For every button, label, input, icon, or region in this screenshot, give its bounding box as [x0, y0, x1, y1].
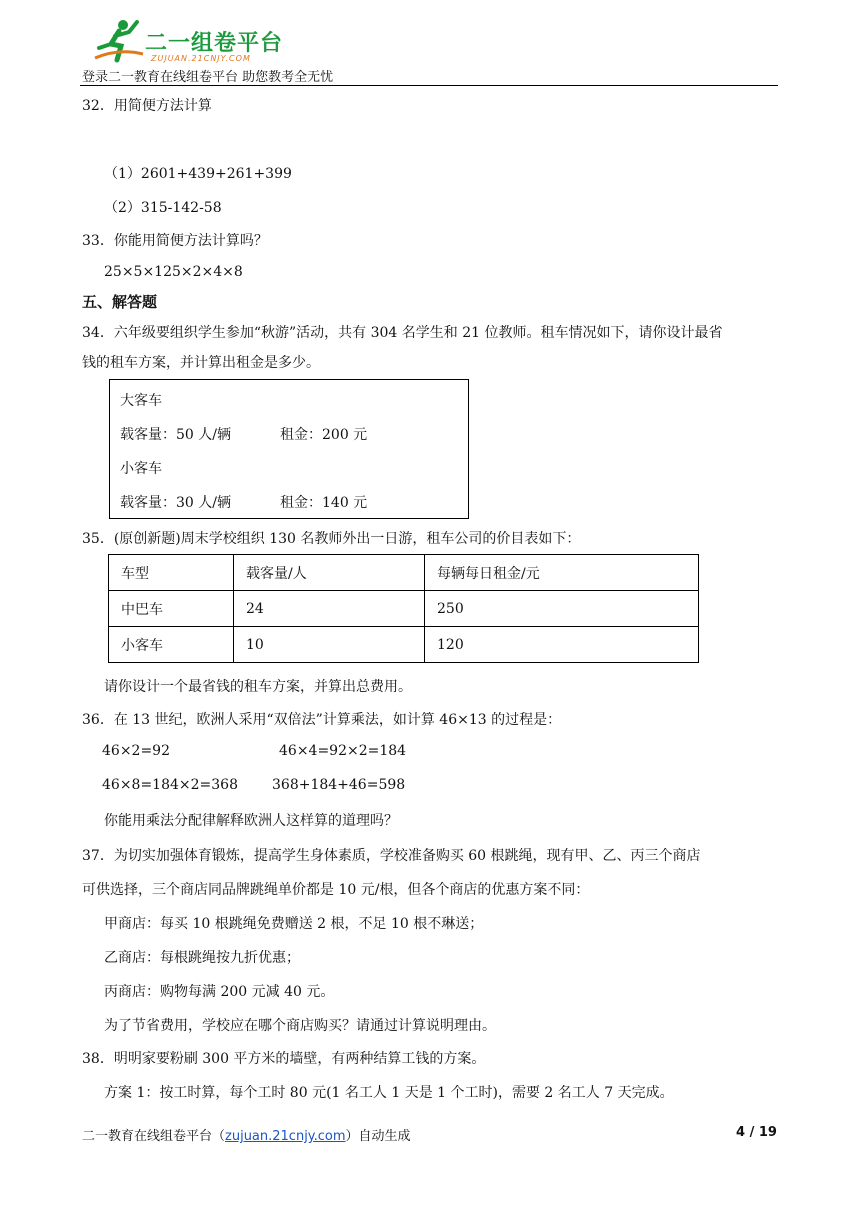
q36-calc-1a: 46×2=92	[102, 743, 170, 759]
footer-link[interactable]: zujuan.21cnjy.com	[225, 1129, 346, 1144]
q32-item-2: （2）315-142-58	[104, 200, 222, 216]
logo-subtext: ZUJUAN.21CNJY.COM	[151, 54, 251, 63]
big-bus-title: 大客车	[120, 393, 162, 409]
q37-line-1: 37．为切实加强体育锻炼，提高学生身体素质，学校准备购买 60 根跳绳，现有甲、乙、丙三个商店	[82, 848, 701, 864]
q38-line-1: 38．明明家要粉刷 300 平方米的墙壁，有两种结算工钱的方案。	[82, 1051, 486, 1067]
q37-shop-a: 甲商店：每买 10 根跳绳免费赠送 2 根，不足 10 根不琳送；	[104, 916, 484, 932]
q32-item-1: （1）2601+439+261+399	[104, 166, 292, 182]
q36-line-1: 36．在 13 世纪，欧洲人采用“双倍法”计算乘法，如计算 46×13 的过程是：	[82, 712, 562, 728]
price-table	[108, 554, 699, 663]
q37-shop-c: 丙商店：购物每满 200 元减 40 元。	[104, 984, 335, 1000]
big-bus-capacity: 载客量：50 人/辆	[120, 427, 231, 443]
table-header-row	[109, 555, 699, 591]
q38-plan-1: 方案 1：按工时算，每个工时 80 元(1 名工人 1 天是 1 个工时)，需要 2 名工人 7 天完成。	[104, 1085, 674, 1101]
q32-title: 32．用简便方法计算	[82, 98, 212, 114]
header-divider	[80, 85, 778, 86]
site-logo	[93, 18, 283, 64]
big-bus-rent: 租金：200 元	[280, 427, 368, 443]
table-header-cell: 每辆每日租金/元	[425, 555, 699, 591]
q34-line-1: 34．六年级要组织学生参加“秋游”活动，共有 304 名学生和 21 位教师。租车情况如下，请你设计最省	[82, 325, 723, 341]
q36-prompt: 你能用乘法分配律解释欧洲人这样算的道理吗？	[104, 813, 398, 829]
footer-credit	[82, 1125, 411, 1144]
small-bus-capacity: 载客量：30 人/辆	[120, 495, 231, 511]
q35-prompt: 请你设计一个最省钱的租车方案，并算出总费用。	[104, 679, 412, 695]
q37-prompt: 为了节省费用，学校应在哪个商店购买？请通过计算说明理由。	[104, 1018, 496, 1034]
q36-calc-2a: 46×8=184×2=368	[102, 777, 238, 793]
footer-prefix: 二一教育在线组卷平台（	[82, 1129, 226, 1144]
q37-line-2: 可供选择，三个商店同品牌跳绳单价都是 10 元/根，但各个商店的优惠方案不同：	[82, 882, 590, 898]
q33-expression: 25×5×125×2×4×8	[104, 264, 243, 280]
section-title: 五、解答题	[82, 293, 158, 311]
q33-title: 33．你能用简便方法计算吗？	[82, 233, 268, 249]
table-header-cell: 车型	[109, 555, 234, 591]
table-header-cell: 载客量/人	[234, 555, 425, 591]
q36-calc-2b: 368+184+46=598	[272, 777, 406, 793]
table-cell: 250	[425, 591, 699, 627]
table-cell: 24	[234, 591, 425, 627]
table-cell: 小客车	[109, 627, 234, 663]
footer-suffix: ）自动生成	[345, 1129, 411, 1144]
header-tagline: 登录二一教育在线组卷平台 助您教考全无忧	[82, 70, 334, 85]
table-row	[109, 627, 699, 663]
small-bus-title: 小客车	[120, 461, 162, 477]
table-cell: 中巴车	[109, 591, 234, 627]
bus-info-box	[109, 379, 469, 519]
running-man-icon	[93, 18, 145, 64]
table-cell: 10	[234, 627, 425, 663]
table-row	[109, 591, 699, 627]
small-bus-rent: 租金：140 元	[280, 495, 368, 511]
logo-text: 二一组卷平台	[145, 31, 284, 56]
q37-shop-b: 乙商店：每根跳绳按九折优惠；	[104, 950, 300, 966]
table-cell: 120	[425, 627, 699, 663]
q34-line-2: 钱的租车方案，并计算出租金是多少。	[82, 355, 320, 371]
page-number: 4 / 19	[736, 1125, 777, 1140]
q35-line-1: 35．(原创新题)周末学校组织 130 名教师外出一日游，租车公司的价目表如下：	[82, 531, 581, 547]
q36-calc-1b: 46×4=92×2=184	[279, 743, 407, 759]
